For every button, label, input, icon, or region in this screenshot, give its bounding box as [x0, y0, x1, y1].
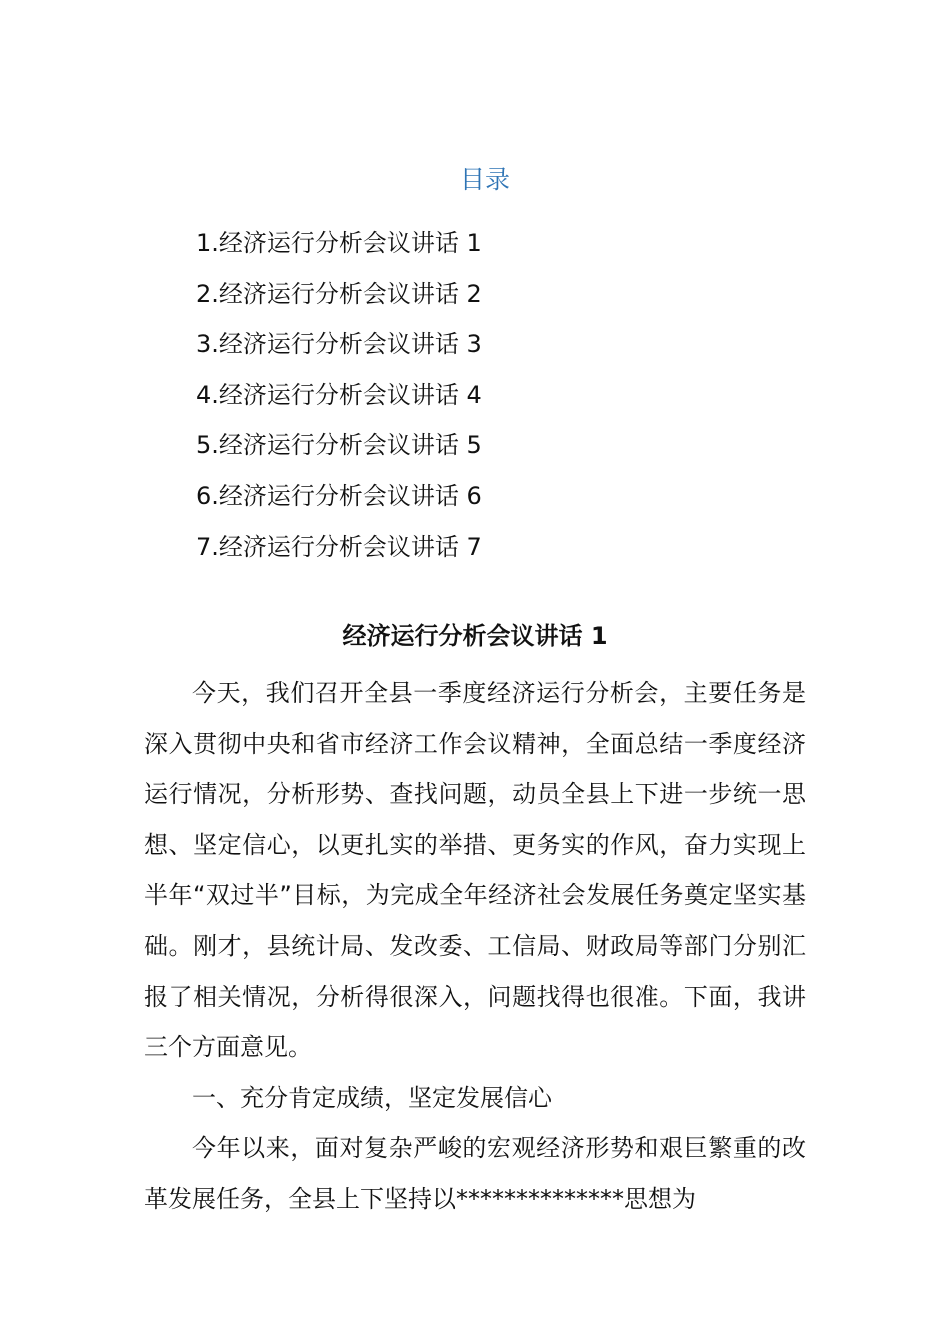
body-paragraph: 今天，我们召开全县一季度经济运行分析会，主要任务是深入贯彻中央和省市经济工作会议精神，全面总结一季度经济运行情况，分析形势、查找问题，动员全县上下进一步统一思想、坚定信心，以更扎实的举措、更务实的作风，奋力实现上半年“双过半”目标，为完成全年经济社会发展任务奠定坚实基础。刚才，县统计局、发改委、工信局、财政局等部门分别汇报了相关情况，分析得很深入，问题找得也很准。下面，我讲三个方面意见。	[144, 679, 806, 1062]
section-body	[144, 668, 806, 1225]
toc-item[interactable]: 4.经济运行分析会议讲话 4	[196, 380, 482, 409]
body-paragraph: 今年以来，面对复杂严峻的宏观经济形势和艰巨繁重的改革发展任务，全县上下坚持以**************思想为	[144, 1134, 806, 1213]
toc-title: 目录	[459, 165, 510, 194]
subheading-paragraph: 一、充分肯定成绩，坚定发展信心	[192, 1083, 552, 1112]
toc-item[interactable]: 1.经济运行分析会议讲话 1	[196, 229, 482, 257]
toc-item[interactable]: 6.经济运行分析会议讲话 6	[196, 481, 482, 510]
toc-item[interactable]: 7.经济运行分析会议讲话 7	[196, 532, 482, 561]
toc-item[interactable]: 2.经济运行分析会议讲话 2	[196, 279, 482, 308]
toc-item[interactable]: 5.经济运行分析会议讲话 5	[196, 431, 482, 460]
table-of-contents	[196, 218, 482, 572]
toc-item[interactable]: 3.经济运行分析会议讲话 3	[196, 330, 482, 359]
section-title: 经济运行分析会议讲话 1	[342, 622, 608, 650]
